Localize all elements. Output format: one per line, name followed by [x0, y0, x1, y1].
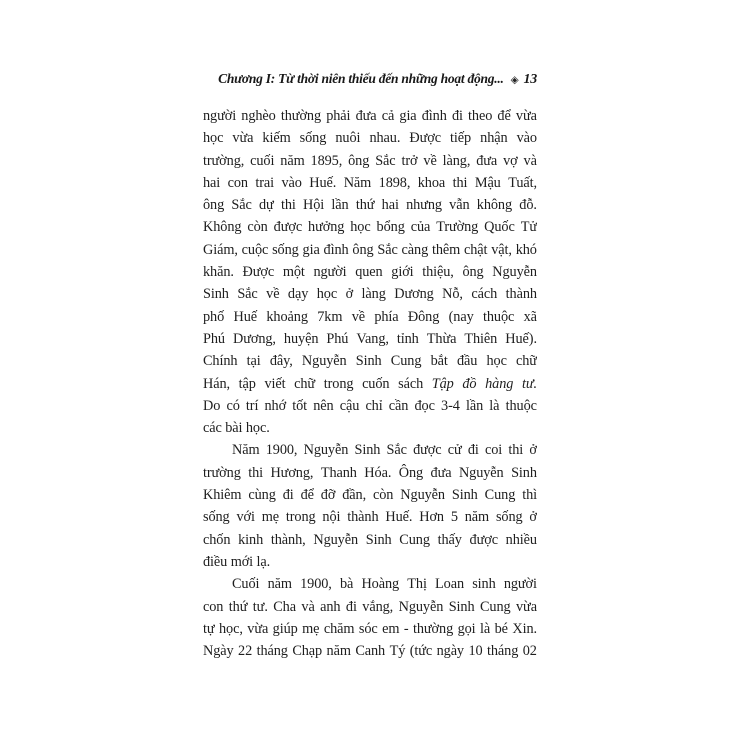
text-line: sống với mẹ trong nội thành Huế. Hơn 5 năm sống ở [203, 509, 537, 526]
text-line: tự học, vừa giúp mẹ chăm sóc em - thường gọi là bé Xin. [203, 620, 537, 637]
text-line: Giám, cuộc sống gia đình ông Sắc càng thêm chật vật, khó [203, 241, 537, 258]
text-line: Năm 1900, Nguyễn Sinh Sắc được cử đi coi thi ở [232, 442, 537, 459]
diamond-ornament-icon: ◈ [510, 74, 519, 86]
text-line: Ngày 22 tháng Chạp năm Canh Tý (tức ngày 10 tháng 02 [203, 643, 537, 660]
chapter-title: Chương I: Từ thời niên thiếu đến những hoạt động... [218, 71, 504, 86]
text-line: các bài học. [203, 420, 270, 437]
page-number: 13 [523, 72, 537, 87]
text-line: Phú Dương, huyện Phú Vang, tỉnh Thừa Thiên Huế). [203, 330, 537, 347]
text-line: Không còn được hưởng học bổng của Trường Quốc Tử [203, 219, 537, 236]
text-line: trường thi Hương, Thanh Hóa. Ông đưa Nguyễn Sinh [203, 464, 537, 481]
text-line: điều mới lạ. [203, 553, 271, 570]
text-line: Cuối năm 1900, bà Hoàng Thị Loan sinh người [232, 576, 537, 593]
text-line: chốn kinh thành, Nguyễn Sinh Cung thấy được nhiều [203, 531, 537, 548]
text-line: phố Huế khoảng 7km về phía Đông (nay thuộc xã [203, 308, 537, 325]
text-line: ông Sắc dự thi Hội lần thứ hai nhưng vẫn không đỗ. [203, 197, 537, 214]
text-line: người nghèo thường phải đưa cả gia đình đi theo để vừa [203, 108, 537, 124]
text-line: con thứ tư. Cha và anh đi vắng, Nguyễn Sinh Cung vừa [203, 598, 537, 615]
text-line: trường, cuối năm 1895, ông Sắc trở về làng, đưa vợ và [203, 152, 537, 169]
text-line: Do có trí nhớ tốt nên cậu chỉ cần đọc 3-4 lần là thuộc [203, 397, 537, 414]
text-line: Sinh Sắc về dạy học ở làng Dương Nỗ, cách thành [203, 286, 537, 303]
text-line: Khiêm cùng đi để đỡ đần, còn Nguyễn Sinh Cung thì [203, 487, 537, 504]
body-text [203, 105, 537, 662]
text-line: hai con trai vào Huế. Năm 1898, khoa thi Mậu Tuất, [203, 174, 537, 191]
text-line: Hán, tập viết chữ trong cuốn sách Tập đồ hàng tư. [203, 375, 537, 392]
text-line: học vừa kiếm sống nuôi nhau. Được tiếp nhận vào [203, 130, 537, 147]
text-line: khăn. Được một người quen giới thiệu, ông Nguyễn [203, 264, 537, 281]
text-line: Chính tại đây, Nguyễn Sinh Cung bắt đầu học chữ [203, 353, 537, 370]
running-header [218, 71, 537, 88]
